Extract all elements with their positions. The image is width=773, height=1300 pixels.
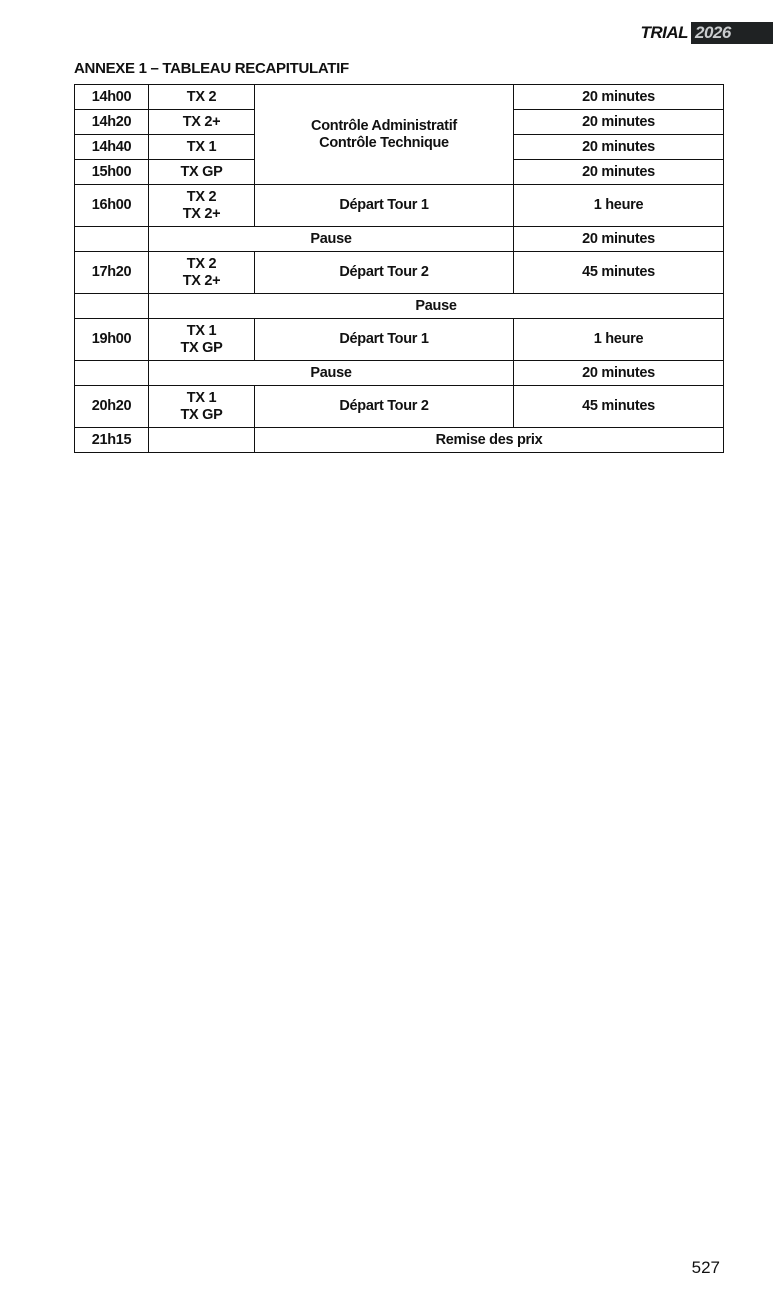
- table-row: [75, 252, 724, 294]
- time-cell: 14h40: [75, 135, 149, 160]
- time-cell: 20h20: [75, 386, 149, 428]
- time-cell: 19h00: [75, 319, 149, 361]
- category-line: TX 1: [186, 389, 217, 406]
- brand-text: TRIAL: [640, 23, 688, 42]
- event-cell: Départ Tour 2: [255, 386, 514, 428]
- page-number: 527: [691, 1258, 720, 1277]
- category-line: TX 2+: [182, 205, 221, 222]
- brand-year: 2026: [691, 22, 773, 44]
- schedule-table: [74, 84, 724, 453]
- brand-logo: [640, 22, 773, 44]
- event-cell: Départ Tour 1: [255, 319, 514, 361]
- time-cell: 14h20: [75, 110, 149, 135]
- pause-cell: Pause: [149, 361, 514, 386]
- category-cell: TX 2+: [149, 110, 255, 135]
- table-row: [75, 428, 724, 453]
- table-row: [75, 185, 724, 227]
- category-cell: TX GP: [149, 160, 255, 185]
- control-cell: [255, 85, 514, 185]
- event-cell: Remise des prix: [255, 428, 724, 453]
- duration-cell: 20 minutes: [514, 361, 724, 386]
- category-line: TX GP: [180, 406, 223, 423]
- table-row: [75, 361, 724, 386]
- category-line: TX GP: [180, 339, 223, 356]
- category-cell: TX 2: [149, 85, 255, 110]
- duration-cell: 20 minutes: [514, 110, 724, 135]
- category-cell: [149, 428, 255, 453]
- table-row: [75, 319, 724, 361]
- duration-cell: 20 minutes: [514, 227, 724, 252]
- time-cell: [75, 294, 149, 319]
- category-cell: TX 1: [149, 135, 255, 160]
- event-cell: Départ Tour 2: [255, 252, 514, 294]
- page-title: ANNEXE 1 – TABLEAU RECAPITULATIF: [74, 60, 349, 77]
- table-row: [75, 386, 724, 428]
- duration-cell: 1 heure: [514, 185, 724, 227]
- category-line: TX 1: [186, 322, 217, 339]
- control-line: Contrôle Technique: [319, 134, 449, 151]
- category-cell: [149, 319, 255, 361]
- control-line: Contrôle Administratif: [311, 117, 457, 134]
- table-row: [75, 294, 724, 319]
- table-row: [75, 227, 724, 252]
- duration-cell: 45 minutes: [514, 386, 724, 428]
- time-cell: 16h00: [75, 185, 149, 227]
- time-cell: [75, 227, 149, 252]
- time-cell: 17h20: [75, 252, 149, 294]
- pause-cell: Pause: [149, 294, 724, 319]
- duration-cell: 20 minutes: [514, 160, 724, 185]
- category-line: TX 2: [186, 255, 217, 272]
- duration-cell: 45 minutes: [514, 252, 724, 294]
- category-line: TX 2: [186, 188, 217, 205]
- time-cell: 14h00: [75, 85, 149, 110]
- category-cell: [149, 185, 255, 227]
- duration-cell: 1 heure: [514, 319, 724, 361]
- category-cell: [149, 386, 255, 428]
- time-cell: [75, 361, 149, 386]
- duration-cell: 20 minutes: [514, 85, 724, 110]
- category-line: TX 2+: [182, 272, 221, 289]
- category-cell: [149, 252, 255, 294]
- duration-cell: 20 minutes: [514, 135, 724, 160]
- pause-cell: Pause: [149, 227, 514, 252]
- time-cell: 15h00: [75, 160, 149, 185]
- time-cell: 21h15: [75, 428, 149, 453]
- event-cell: Départ Tour 1: [255, 185, 514, 227]
- table-row: [75, 85, 724, 110]
